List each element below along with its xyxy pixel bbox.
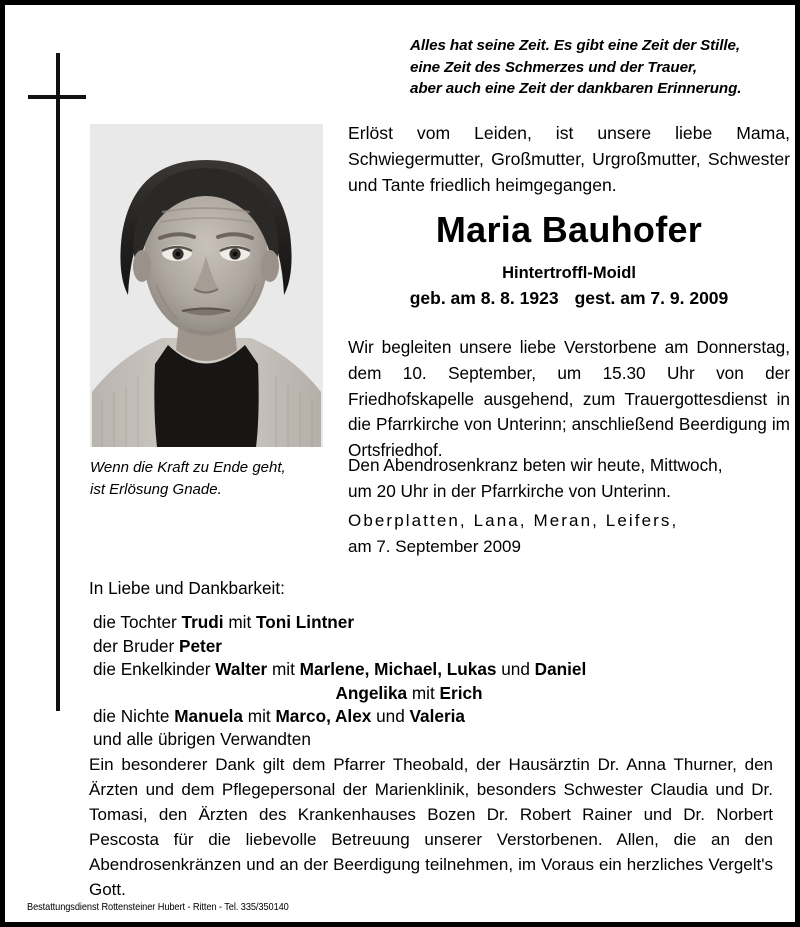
family-member-row bbox=[89, 682, 729, 705]
portrait-photo-image bbox=[90, 124, 323, 447]
funeral-service-footer: Bestattungsdienst Rottensteiner Hubert - Ritten - Tel. 335/350140 bbox=[27, 901, 289, 913]
verse-line: Alles hat seine Zeit. Es gibt eine Zeit der Stille, bbox=[410, 37, 740, 54]
thanks-paragraph: Ein besonderer Dank gilt dem Pfarrer Theobald, der Hausärztin Dr. Anna Thurner, den Ärzten und dem Pflegepersonal der Marienklinik, besonders Schwester Claudia und Dr. Tomasi, den Ärzten des Krankenhauses Bozen Dr. Robert Rainer und Dr. Norbert Pescosta für die liebevolle Betreuung unserer Verstorbenen. Allen, die an den Abendrosenkränzen und an der Beerdigung teilnehmen, im Voraus ein herzliches Vergelt's Gott. bbox=[89, 755, 773, 899]
family-member-row bbox=[89, 611, 729, 634]
family-name: Manuela bbox=[174, 705, 243, 726]
places-and-date bbox=[348, 508, 790, 561]
text-fragment: mit bbox=[243, 705, 276, 726]
family-member-row bbox=[89, 658, 729, 681]
text-fragment: die Enkelkinder bbox=[93, 659, 216, 680]
family-name: Toni Lintner bbox=[256, 612, 355, 633]
text-fragment: und alle übrigen Verwandten bbox=[93, 729, 311, 750]
verse-line: aber auch eine Zeit der dankbaren Erinnerung. bbox=[410, 80, 742, 98]
family-name: Trudi bbox=[181, 612, 224, 633]
death-date: gest. am 7. 9. 2009 bbox=[574, 288, 729, 308]
text-fragment: mit bbox=[407, 682, 440, 703]
photo-caption bbox=[90, 457, 340, 501]
cross-icon-vertical-bar bbox=[56, 53, 60, 711]
deceased-name: Maria Bauhofer bbox=[435, 209, 703, 250]
family-name: Daniel bbox=[534, 659, 587, 680]
funeral-details: Wir begleiten unsere liebe Verstorbene am Donnerstag, dem 10. September, um 15.30 Uhr von der Friedhofskapelle ausgehend, zum Trauergottesdienst in die Pfarrkirche von Unterinn; anschließend Beerdigung im Ortsfriedhof. bbox=[348, 337, 790, 461]
birth-date: geb. am 8. 8. 1923 bbox=[409, 288, 559, 308]
photo-caption-line: Wenn die Kraft zu Ende geht, bbox=[90, 459, 286, 476]
family-name: Valeria bbox=[409, 705, 465, 726]
rosary-details bbox=[348, 453, 790, 505]
portrait-photo bbox=[90, 124, 323, 447]
family-name: Erich bbox=[439, 682, 483, 703]
text-fragment: und bbox=[496, 659, 535, 680]
text-fragment: die Nichte bbox=[93, 705, 175, 726]
photo-caption-line: ist Erlösung Gnade. bbox=[90, 480, 222, 498]
text-fragment: mit bbox=[267, 659, 300, 680]
verse-line: eine Zeit des Schmerzes und der Trauer, bbox=[410, 58, 698, 76]
family-name: Walter bbox=[215, 659, 268, 680]
rosary-line: um 20 Uhr in der Pfarrkirche von Unterinn. bbox=[348, 480, 671, 501]
family-member-row bbox=[89, 705, 729, 728]
family-name: Peter bbox=[178, 635, 222, 656]
family-member-row bbox=[89, 728, 729, 751]
places-line: Oberplatten, Lana, Meran, Leifers, bbox=[348, 511, 679, 530]
notice-date: am 7. September 2009 bbox=[348, 537, 521, 557]
text-fragment: der Bruder bbox=[93, 635, 179, 656]
life-dates bbox=[348, 287, 790, 310]
family-name: Angelika bbox=[335, 682, 408, 703]
family-name: Marco, Alex bbox=[275, 705, 372, 726]
house-name: Hintertroffl-Moidl bbox=[502, 264, 636, 282]
intro-text: Erlöst vom Leiden, ist unsere liebe Mama, Schwiegermutter, Großmutter, Urgroßmutter, Schwester und Tante friedlich heimgegangen. bbox=[348, 123, 790, 196]
family-member-row bbox=[89, 635, 729, 658]
text-fragment: die Tochter bbox=[93, 612, 182, 633]
cross-icon-horizontal-bar bbox=[28, 95, 86, 99]
text-fragment: und bbox=[371, 705, 410, 726]
opening-verse bbox=[410, 35, 790, 100]
family-heading: In Liebe und Dankbarkeit: bbox=[89, 578, 285, 598]
rosary-line: Den Abendrosenkranz beten wir heute, Mittwoch, bbox=[348, 455, 723, 475]
family-name: Marlene, Michael, Lukas bbox=[299, 659, 497, 680]
text-fragment: mit bbox=[223, 612, 257, 633]
family-list bbox=[89, 577, 729, 752]
